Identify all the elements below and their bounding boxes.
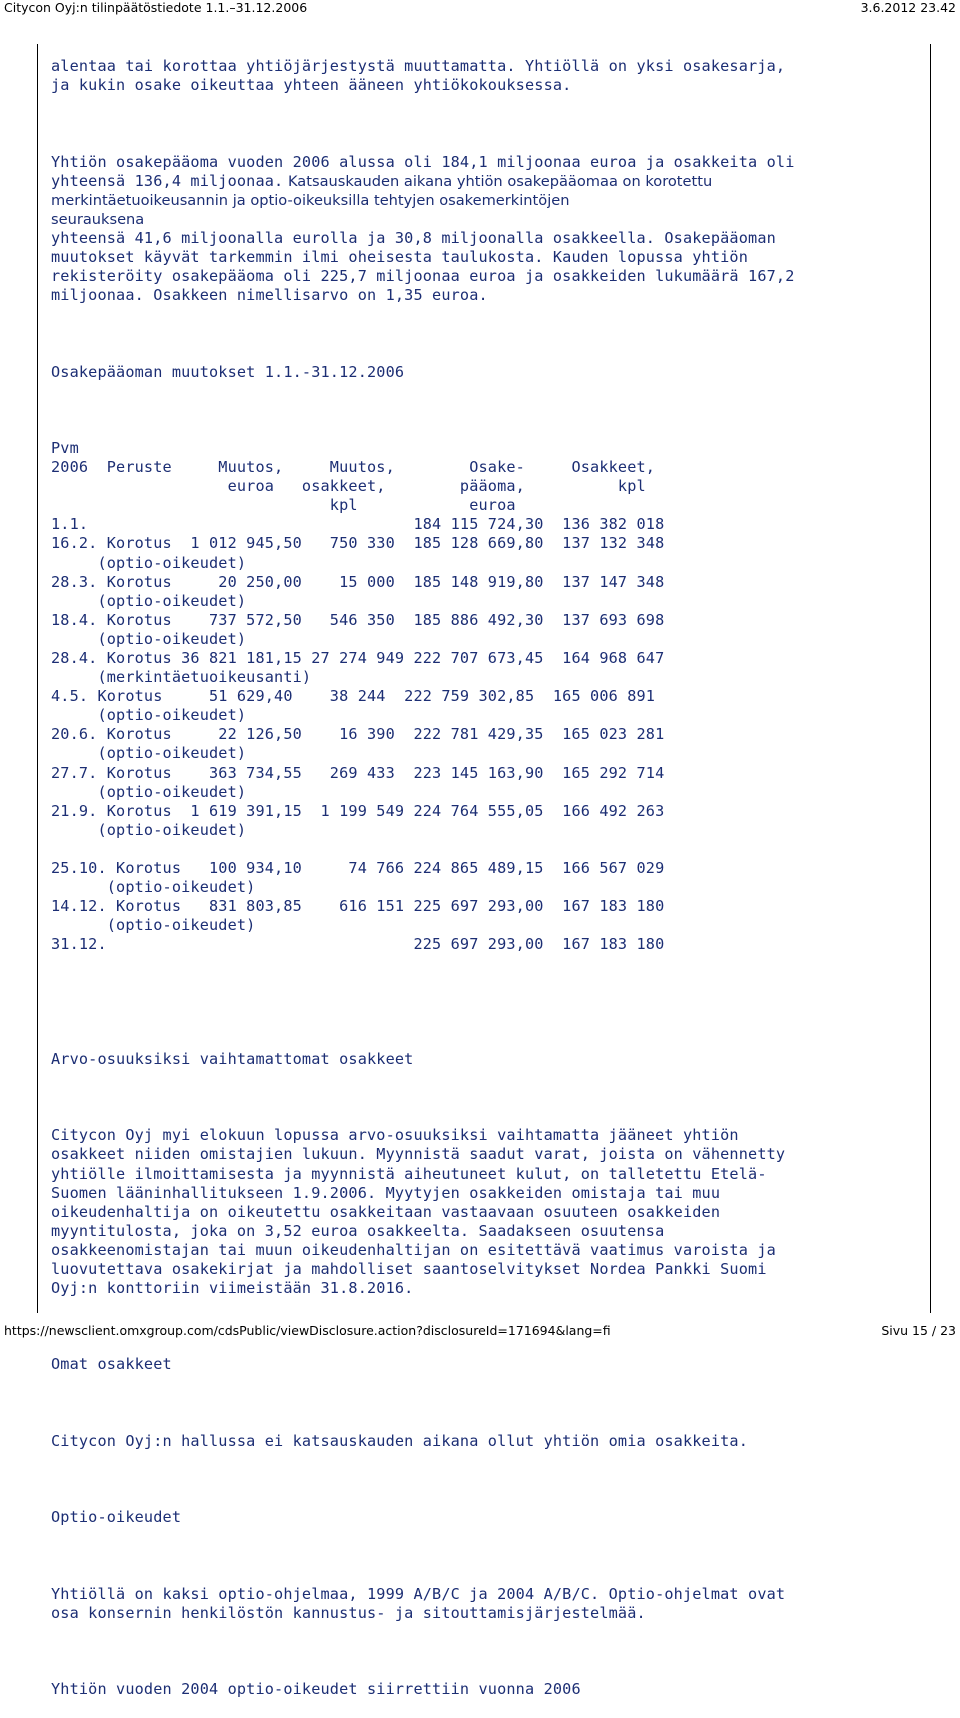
heading-unconverted-shares: Arvo-osuuksiksi vaihtamattomat osakkeet: [51, 1049, 414, 1068]
document-body: [51, 38, 901, 1718]
paragraph-share-series: alentaa tai korottaa yhtiöjärjestystä muuttamatta. Yhtiöllä on yksi osakesarja, ja kukin osake oikeuttaa yhteen ääneen yhtiökokouksessa.: [51, 57, 786, 95]
document-title: Citycon Oyj:n tilinpäätöstiedote 1.1.–31.12.2006: [4, 0, 308, 15]
print-datetime: 3.6.2012 23.42: [860, 0, 956, 15]
page-url: https://newsclient.omxgroup.com/cdsPublic/viewDisclosure.action?disclosureId=171694&lang=fi: [4, 1323, 611, 1338]
paragraph-option-2004: Yhtiön vuoden 2004 optio-oikeudet siirrettiin vuonna 2006: [51, 1680, 581, 1699]
table-title: Osakepääoman muutokset 1.1.-31.12.2006: [51, 362, 405, 381]
paragraph-own-shares: Citycon Oyj:n hallussa ei katsauskauden aikana ollut yhtiön omia osakkeita.: [51, 1431, 749, 1450]
print-footer: [0, 1323, 960, 1339]
page-number: Sivu 15 / 23: [881, 1323, 956, 1338]
paragraph-share-capital-start: Yhtiön osakepääoma vuoden 2006 alussa oli 184,1 miljoonaa euroa ja osakkeita oli yhteensä 136,4 miljoonaa.: [51, 152, 795, 190]
paragraph-share-capital-end: yhteensä 41,6 miljoonalla eurolla ja 30,8 miljoonalla osakkeella. Osakepääoman muutokset käyvät tarkemmin ilmi oheisesta taulukosta. Kauden lopussa yhtiön rekisteröity osakepääoma oli 225,7 miljoonaa euroa ja osakkeiden lukumäärä 167,2 miljoonaa. Osakkeen nimellisarvo on 1,35 euroa.: [51, 228, 795, 305]
paragraph-option-programs: Yhtiöllä on kaksi optio-ohjelmaa, 1999 A/B/C ja 2004 A/B/C. Optio-ohjelmat ovat osa konsernin henkilöstön kannustus- ja sitouttamisjärjestelmää.: [51, 1584, 786, 1622]
heading-option-rights: Optio-oikeudet: [51, 1508, 182, 1527]
paragraph-unconverted-shares: Citycon Oyj myi elokuun lopussa arvo-osuuksiksi vaihtamatta jääneet yhtiön osakkeet niiden omistajien lukuun. Myynnistä saadut varat, joista on vähennetty yhtiölle ilmoittamisesta ja myynnistä aiheutuneet kulut, on talletettu Etelä- Suomen lääninhallitukseen 1.9.2006. Myytyjen osakkeiden omistaja tai muu oikeudenhaltija on oikeutettu osakkeitaan vastaavaan osuuteen osakkeiden myyntitulosta, joka on 3,52 euroa osakkeelta. Saadakseen osuutensa osakkeenomistajan tai muun oikeudenhaltijan on esitettävä vaatimus varoista ja luovutettava osakekirjat ja mahdolliset saantoselvitykset Nordea Pankki Suomi Oyj:n konttoriin viimeistään 31.8.2016.: [51, 1126, 786, 1298]
paragraph-share-capital-middle: Katsauskauden aikana yhtiön osakepääomaa on korotettu merkintäetuoikeusannin ja optio-oikeuksilla tehtyjen osakemerkintöjen seurauksena: [51, 172, 713, 228]
right-border: [930, 44, 931, 1313]
paragraph-share-capital: [51, 153, 901, 306]
heading-own-shares: Omat osakkeet: [51, 1355, 172, 1374]
left-border: [37, 44, 38, 1313]
print-header: [0, 0, 960, 16]
share-capital-table: Pvm 2006 Peruste Muutos, Muutos, Osake- Osakkeet, euroa osakkeet, pääoma, kpl kpl euroa 1.1. 184 115 724,30 136 382 018 16.2. Korotus 1 012 945,50 750 330 185 128 669,80 137 132 348 (optio-oikeudet) 28.3. Korotus 20 250,00 15 000 185 148 919,80 137 147 348 (optio-oikeudet) 18.4. Korotus 737 572,50 546 350 185 886 492,30 137 693 698 (optio-oikeudet) 28.4. Korotus 36 821 181,15 27 274 949 222 707 673,45 164 968 647 (merkintäetuoikeusanti) 4.5. Korotus 51 629,40 38 244 222 759 302,85 165 006 891 (optio-oikeudet) 20.6. Korotus 22 126,50 16 390 222 781 429,35 165 023 281 (optio-oikeudet) 27.7. Korotus 363 734,55 269 433 223 145 163,90 165 292 714 (optio-oikeudet) 21.9. Korotus 1 619 391,15 1 199 549 224 764 555,05 166 492 263 (optio-oikeudet) 25.10. Korotus 100 934,10 74 766 224 865 489,15 166 567 029 (optio-oikeudet) 14.12. Korotus 831 803,85 616 151 225 697 293,00 167 183 180 (optio-oikeudet) 31.12. 225 697 293,00 167 183 180: [51, 438, 665, 954]
